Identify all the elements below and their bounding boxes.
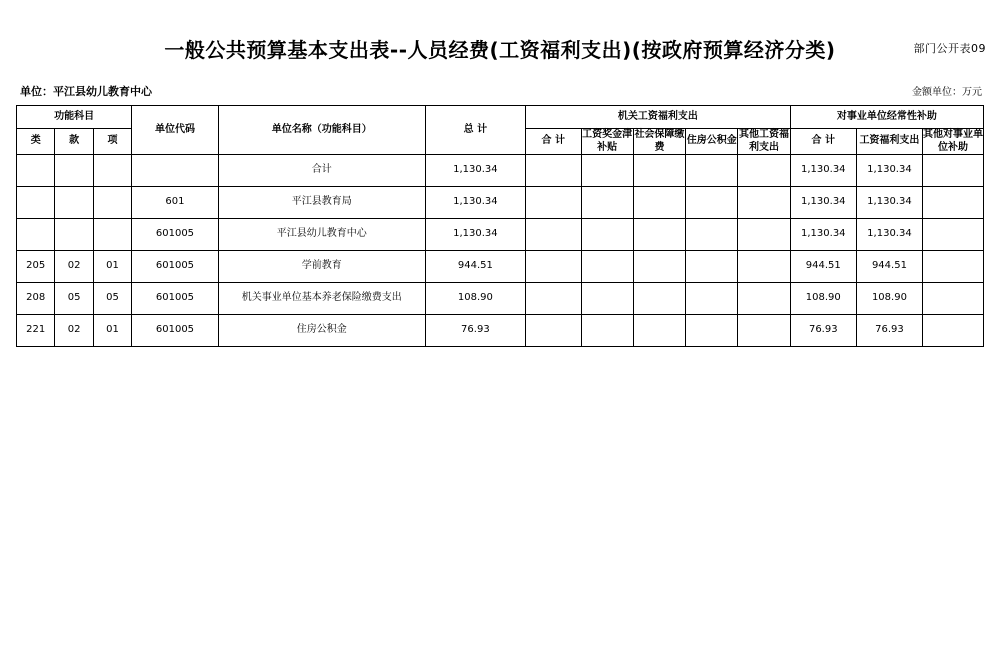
cell-section: [55, 187, 93, 219]
cell-org-total: [526, 187, 581, 219]
cell-class: 208: [17, 283, 55, 315]
cell-org-other: [738, 155, 790, 187]
cell-org-other: [738, 187, 790, 219]
header-group-org: 机关工资福利支出: [526, 106, 791, 129]
cell-unit-name: 住房公积金: [218, 315, 425, 347]
cell-org-bonus: [581, 155, 633, 187]
cell-section: 05: [55, 283, 93, 315]
cell-total: 944.51: [425, 251, 525, 283]
cell-org-other: [738, 315, 790, 347]
cell-section: [55, 155, 93, 187]
cell-org-total: [526, 219, 581, 251]
cell-unit-code: 601: [132, 187, 218, 219]
cell-inst-other: [923, 155, 984, 187]
cell-total: 108.90: [425, 283, 525, 315]
cell-inst-salary: 1,130.34: [856, 219, 922, 251]
cell-inst-total: 1,130.34: [790, 187, 856, 219]
meta-row: [16, 83, 984, 99]
cell-org-total: [526, 283, 581, 315]
cell-section: 02: [55, 315, 93, 347]
cell-org-bonus: [581, 283, 633, 315]
header-class: 类: [17, 129, 55, 155]
header-item: 项: [93, 129, 131, 155]
document-page: [0, 34, 1000, 670]
cell-unit-code: 601005: [132, 283, 218, 315]
table-row: [17, 155, 984, 187]
cell-inst-salary: 1,130.34: [856, 187, 922, 219]
form-number-label: 部门公开表09: [913, 42, 986, 55]
cell-unit-name: 合计: [218, 155, 425, 187]
header-org-bonus: 工资奖金津补贴: [582, 129, 633, 153]
table-header-row-1: [17, 106, 984, 129]
cell-org-social: [633, 315, 685, 347]
cell-unit-name: 平江县教育局: [218, 187, 425, 219]
cell-item: [93, 219, 131, 251]
cell-total: 1,130.34: [425, 187, 525, 219]
cell-total: 76.93: [425, 315, 525, 347]
cell-item: [93, 187, 131, 219]
cell-org-housing: [686, 251, 738, 283]
cell-inst-total: 944.51: [790, 251, 856, 283]
cell-org-other: [738, 283, 790, 315]
cell-inst-salary: 76.93: [856, 315, 922, 347]
cell-inst-salary: 944.51: [856, 251, 922, 283]
cell-org-housing: [686, 155, 738, 187]
header-unit-name: 单位名称（功能科目）: [218, 106, 425, 155]
header-section: 款: [55, 129, 93, 155]
header-function-subject: 功能科目: [17, 106, 132, 129]
table-row: [17, 283, 984, 315]
unit-label: 单位：平江县幼儿教育中心: [20, 85, 152, 98]
cell-inst-other: [923, 219, 984, 251]
cell-org-social: [633, 187, 685, 219]
budget-table: [16, 105, 984, 347]
cell-section: 02: [55, 251, 93, 283]
cell-inst-total: 1,130.34: [790, 155, 856, 187]
cell-org-total: [526, 315, 581, 347]
cell-org-social: [633, 219, 685, 251]
cell-org-other: [738, 251, 790, 283]
header-inst-other: 其他对事业单位补助: [923, 129, 984, 153]
amount-unit-label: 金额单位：万元: [912, 87, 982, 98]
cell-class: 221: [17, 315, 55, 347]
header-org-social: 社会保障缴费: [634, 129, 685, 153]
cell-unit-name: 平江县幼儿教育中心: [218, 219, 425, 251]
cell-unit-name: 学前教育: [218, 251, 425, 283]
page-title: 一般公共预算基本支出表--人员经费(工资福利支出)(按政府预算经济分类): [164, 38, 836, 62]
cell-item: [93, 155, 131, 187]
cell-inst-other: [923, 187, 984, 219]
cell-unit-code: 601005: [132, 219, 218, 251]
cell-org-social: [633, 283, 685, 315]
cell-org-bonus: [581, 251, 633, 283]
cell-org-bonus: [581, 187, 633, 219]
table-row: [17, 315, 984, 347]
header-group-institution: 对事业单位经常性补助: [790, 106, 983, 129]
header-org-housing: 住房公积金: [686, 129, 738, 155]
cell-inst-other: [923, 251, 984, 283]
cell-org-bonus: [581, 315, 633, 347]
cell-inst-salary: 108.90: [856, 283, 922, 315]
cell-org-housing: [686, 315, 738, 347]
cell-inst-other: [923, 315, 984, 347]
cell-section: [55, 219, 93, 251]
cell-org-housing: [686, 187, 738, 219]
cell-org-housing: [686, 219, 738, 251]
cell-class: [17, 187, 55, 219]
cell-org-other: [738, 219, 790, 251]
cell-total: 1,130.34: [425, 155, 525, 187]
cell-inst-total: 76.93: [790, 315, 856, 347]
cell-inst-total: 108.90: [790, 283, 856, 315]
cell-item: 01: [93, 251, 131, 283]
cell-class: 205: [17, 251, 55, 283]
cell-org-total: [526, 155, 581, 187]
table-row: [17, 219, 984, 251]
header-org-other: 其他工资福利支出: [739, 129, 790, 153]
cell-org-social: [633, 155, 685, 187]
cell-inst-other: [923, 283, 984, 315]
cell-org-housing: [686, 283, 738, 315]
cell-inst-salary: 1,130.34: [856, 155, 922, 187]
cell-inst-total: 1,130.34: [790, 219, 856, 251]
header-inst-total: 合 计: [790, 129, 856, 155]
header-org-total: 合 计: [526, 129, 581, 155]
cell-item: 05: [93, 283, 131, 315]
cell-unit-code: [132, 155, 218, 187]
cell-org-total: [526, 251, 581, 283]
cell-class: [17, 155, 55, 187]
table-row: [17, 187, 984, 219]
cell-unit-code: 601005: [132, 251, 218, 283]
header-total: 总 计: [425, 106, 525, 155]
header-unit-code: 单位代码: [132, 106, 218, 155]
table-row: [17, 251, 984, 283]
cell-total: 1,130.34: [425, 219, 525, 251]
cell-org-bonus: [581, 219, 633, 251]
cell-class: [17, 219, 55, 251]
table-body: [17, 155, 984, 347]
cell-org-social: [633, 251, 685, 283]
cell-unit-name: 机关事业单位基本养老保险缴费支出: [218, 283, 425, 315]
cell-item: 01: [93, 315, 131, 347]
cell-unit-code: 601005: [132, 315, 218, 347]
header-inst-salary: 工资福利支出: [856, 129, 922, 155]
